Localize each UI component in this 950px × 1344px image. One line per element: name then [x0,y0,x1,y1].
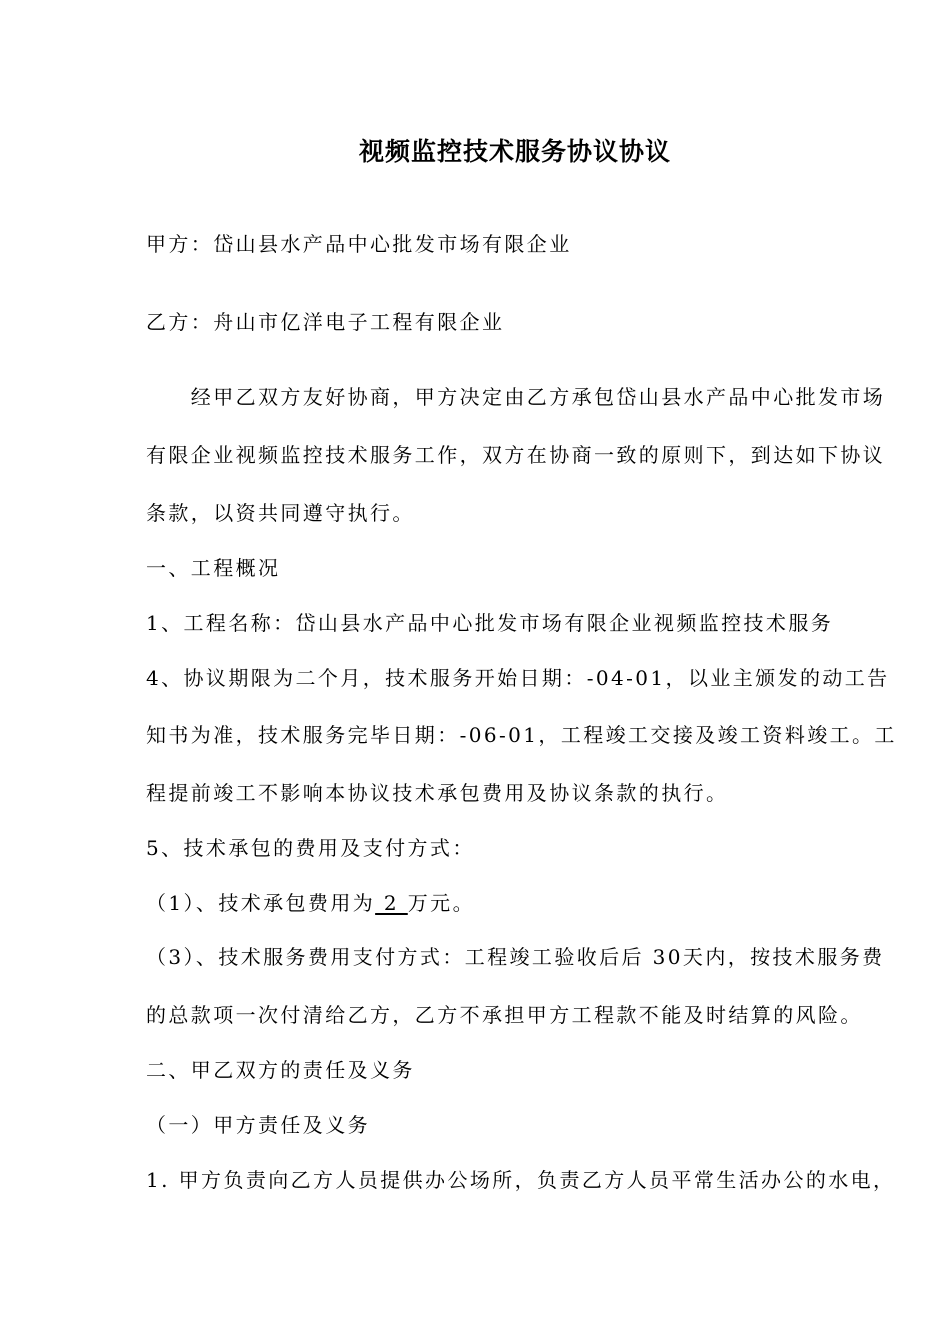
intro-paragraph-line-1: 经甲乙双方友好协商，甲方决定由乙方承包岱山县水产品中心批发市场 [146,385,886,409]
clause-fee-heading: 5、技术承包的费用及支付方式： [146,836,475,860]
intro-paragraph-line-2: 有限企业视频监控技术服务工作，双方在协商一致的原则下，到达如下协议 [146,443,886,467]
clause-project-name: 1、工程名称：岱山县水产品中心批发市场有限企业视频监控技术服务 [146,611,834,635]
section-heading-responsibilities: 二、甲乙双方的责任及义务 [146,1058,415,1082]
clause-term-line-3: 程提前竣工不影响本协议技术承包费用及协议条款的执行。 [146,781,729,805]
clause-term-line-1: 4、协议期限为二个月，技术服务开始日期：-04-01，以业主颁发的动工告 [146,666,890,690]
clause-payment-line-2: 的总款项一次付清给乙方，乙方不承担甲方工程款不能及时结算的风险。 [146,1003,863,1027]
fee-suffix: 万元。 [407,891,475,915]
subsection-heading-party-a: （一）甲方责任及义务 [146,1113,370,1137]
clause-party-a-1: 1. 甲方负责向乙方人员提供办公场所，负责乙方人员平常生活办公的水电， [146,1168,896,1192]
clause-term-line-2: 知书为准，技术服务完毕日期：-06-01，工程竣工交接及竣工资料竣工。工 [146,723,897,747]
party-b-line: 乙方：舟山市亿洋电子工程有限企业 [146,310,505,334]
document-title: 视频监控技术服务协议协议 [358,137,671,166]
party-a-line: 甲方：岱山县水产品中心批发市场有限企业 [146,232,572,256]
clause-payment-line-1: （3）、技术服务费用支付方式：工程竣工验收后后 30天内，按技术服务费 [146,945,885,969]
section-heading-project-overview: 一、工程概况 [146,556,281,580]
clause-fee-amount [146,891,891,915]
intro-paragraph-line-3: 条款，以资共同遵守执行。 [146,501,415,525]
fee-prefix: （1）、技术承包费用为 [146,891,376,915]
fee-amount: 2 [375,891,408,915]
